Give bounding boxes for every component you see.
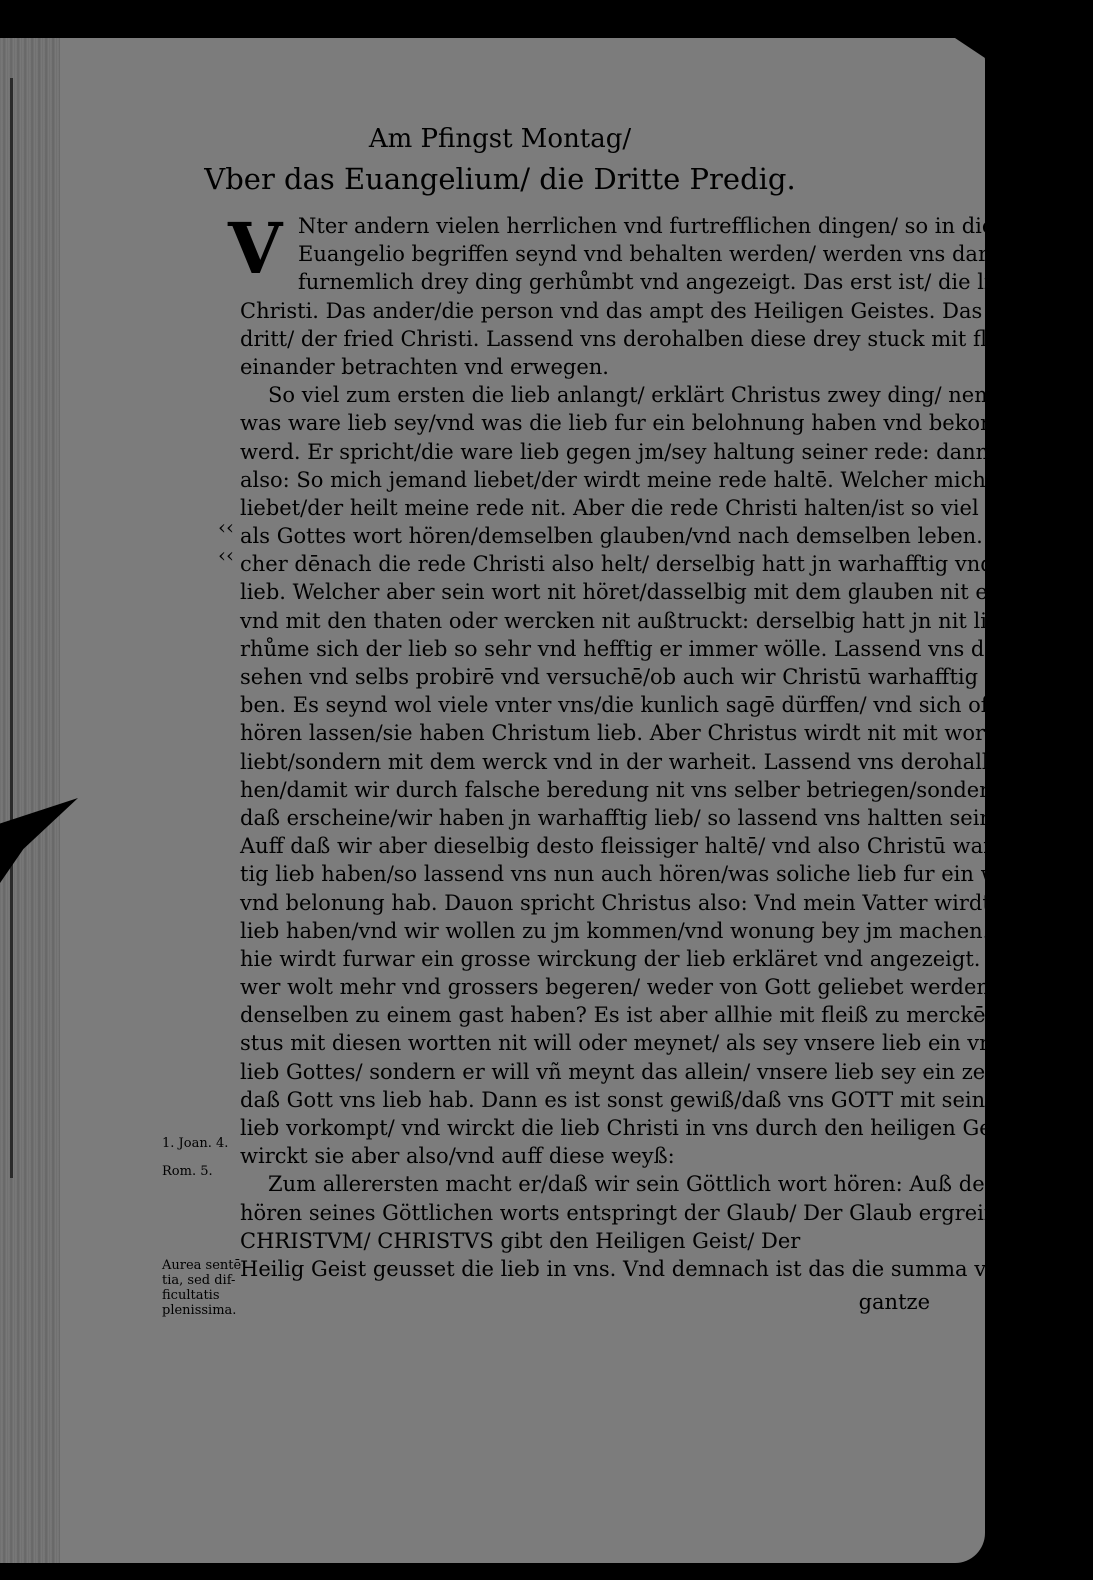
text-line: lieb. Welcher aber sein wort nit höret/dasselbig mit dem glauben nit ergreifft/: [240, 580, 1071, 605]
text-line: Euangelio begriffen seynd vnd behalten werden/ werden vns darin: [298, 242, 1009, 267]
sermon-body: [228, 207, 1093, 1283]
text-line: So viel zum ersten die lieb anlangt/ erklärt Christus zwey ding/ nemlich: [268, 383, 1033, 408]
text-line: CHRISTVM/ CHRISTVS gibt den Heiligen Geist/ Der: [240, 1228, 801, 1253]
text-line: ben. Es seynd wol viele vnter vns/die kunlich sagē dürffen/ vnd sich offentlich: [240, 693, 1069, 718]
text-line: hören seines Göttlichen worts entspringt der Glaub/ Der Glaub ergreifft: [240, 1200, 1008, 1225]
text-line: cher dēnach die rede Christi also helt/ derselbig hatt jn warhafftig vnd recht: [240, 552, 1057, 577]
text-line: Christi. Das ander/die person vnd das ampt des Heiligen Geistes. Das: [240, 298, 983, 323]
sermon-title: Vber das Euangelium/ die Dritte Predig.: [204, 162, 796, 196]
text-line: hören lassen/sie haben Christum lieb. Aber Christus wirdt nit mit wortten ge-: [240, 721, 1068, 746]
binding-shadow: [10, 78, 13, 1178]
margin-reference: 1. Joan. 4.: [162, 1136, 229, 1151]
quotation-mark: ‹‹: [218, 515, 234, 539]
page-heading: Am Pfingst Montag/: [368, 124, 632, 154]
quotation-mark: ‹‹: [218, 543, 234, 567]
drop-cap: V: [228, 207, 283, 290]
text-line: einander betrachten vnd erwegen.: [240, 354, 609, 379]
text-line: daß erscheine/wir haben jn warhafftig lieb/ so lassend vns haltten seine rede.: [240, 805, 1068, 830]
margin-note-line: Aurea sentē: [162, 1258, 242, 1273]
text-line: Nter andern vielen herrlichen vnd furtrefflichen dingen/ so in diesem: [298, 214, 1038, 238]
text-line: dritt/ der fried Christi. Lassend vns derohalben diese drey stuck mit fleiß nach-: [240, 326, 1086, 351]
text-line: lieb haben/vnd wir wollen zu jm kommen/vnd wonung bey jm machen. Al-: [240, 918, 1025, 943]
text-line: rhůme sich der lieb so sehr vnd hefftig er immer wölle. Lassend vns derhalben: [240, 636, 1079, 661]
text-line: Zum allerersten macht er/daß wir sein Göttlich wort hören: Auß dem: [268, 1172, 1005, 1197]
text-line: furnemlich drey ding gerhůmbt vnd angezeigt. Das erst ist/ die lieb: [298, 270, 1017, 295]
text-line: wer wolt mehr vnd grossers begeren/ weder von Gott geliebet werden/ vnd: [240, 975, 1043, 1000]
text-line: daß Gott vns lieb hab. Dann es ist sonst gewiß/daß vns GOTT mit seiner: [240, 1087, 1008, 1112]
margin-note-line: tia, sed dif-: [162, 1273, 236, 1288]
text-line: wirckt sie aber also/vnd auff diese weyß:: [240, 1144, 675, 1169]
text-line: also: So mich jemand liebet/der wirdt meine rede haltē. Welcher mich nit: [240, 467, 1022, 492]
text-line: stus mit diesen wortten nit will oder meynet/ als sey vnsere lieb ein vrsach der: [240, 1031, 1081, 1056]
margin-note-line: plenissima.: [162, 1303, 237, 1318]
text-line: liebt/sondern mit dem werck vnd in der warheit. Lassend vns derohalbē zuse-: [240, 749, 1070, 774]
text-line: liebet/der heilt meine rede nit. Aber die rede Christi halten/ist so viel gesagt/: [240, 495, 1064, 520]
margin-note-line: ficultatis: [162, 1288, 220, 1303]
text-line: hen/damit wir durch falsche beredung nit vns selber betriegen/sondern auff: [240, 777, 1051, 802]
text-line: vnd mit den thaten oder wercken nit außtruckt: derselbig hatt jn nit lieb/ er: [240, 608, 1050, 633]
text-line: werd. Er spricht/die ware lieb gegen jm/sey haltung seiner rede: dann er sagt: [240, 439, 1071, 464]
text-line: lieb vorkompt/ vnd wirckt die lieb Christi in vns durch den heiligen Geist. Er: [240, 1116, 1057, 1140]
text-line: lieb Gottes/ sondern er will vñ meynt das allein/ vnsere lieb sey ein zeugnus/: [240, 1059, 1058, 1084]
text-line: denselben zu einem gast haben? Es ist aber allhie mit fleiß zu merckē/daß Chri-: [240, 1003, 1093, 1028]
text-line: vnd belonung hab. Dauon spricht Christus also: Vnd mein Vatter wirdt jn: [240, 890, 1018, 915]
text-line: was ware lieb sey/vnd was die lieb fur ein belohnung haben vnd bekommen: [240, 411, 1046, 436]
text-line: hie wirdt furwar ein grosse wirckung der lieb erkläret vnd angezeigt. Dann: [240, 946, 1044, 971]
text-line: Auff daß wir aber dieselbig desto fleissiger haltē/ vnd also Christū warhaff-: [240, 834, 1041, 859]
text-line: als Gottes wort hören/demselben glauben/vnd nach demselben leben. Wel-: [240, 524, 1036, 549]
page-gutter: [0, 38, 60, 1563]
text-line: tig lieb haben/so lassend vns nun auch hören/was soliche lieb fur ein wirckūg: [240, 862, 1067, 887]
margin-reference: Rom. 5.: [162, 1164, 213, 1179]
text-line: Heilig Geist geusset die lieb in vns. Vnd demnach ist das die summa vnd: [240, 1256, 1014, 1281]
catchword: gantze: [858, 1290, 930, 1314]
text-line: sehen vnd selbs probirē vnd versuchē/ob auch wir Christū warhafftig lieb ha-: [240, 665, 1064, 689]
page-corner: [955, 38, 985, 58]
